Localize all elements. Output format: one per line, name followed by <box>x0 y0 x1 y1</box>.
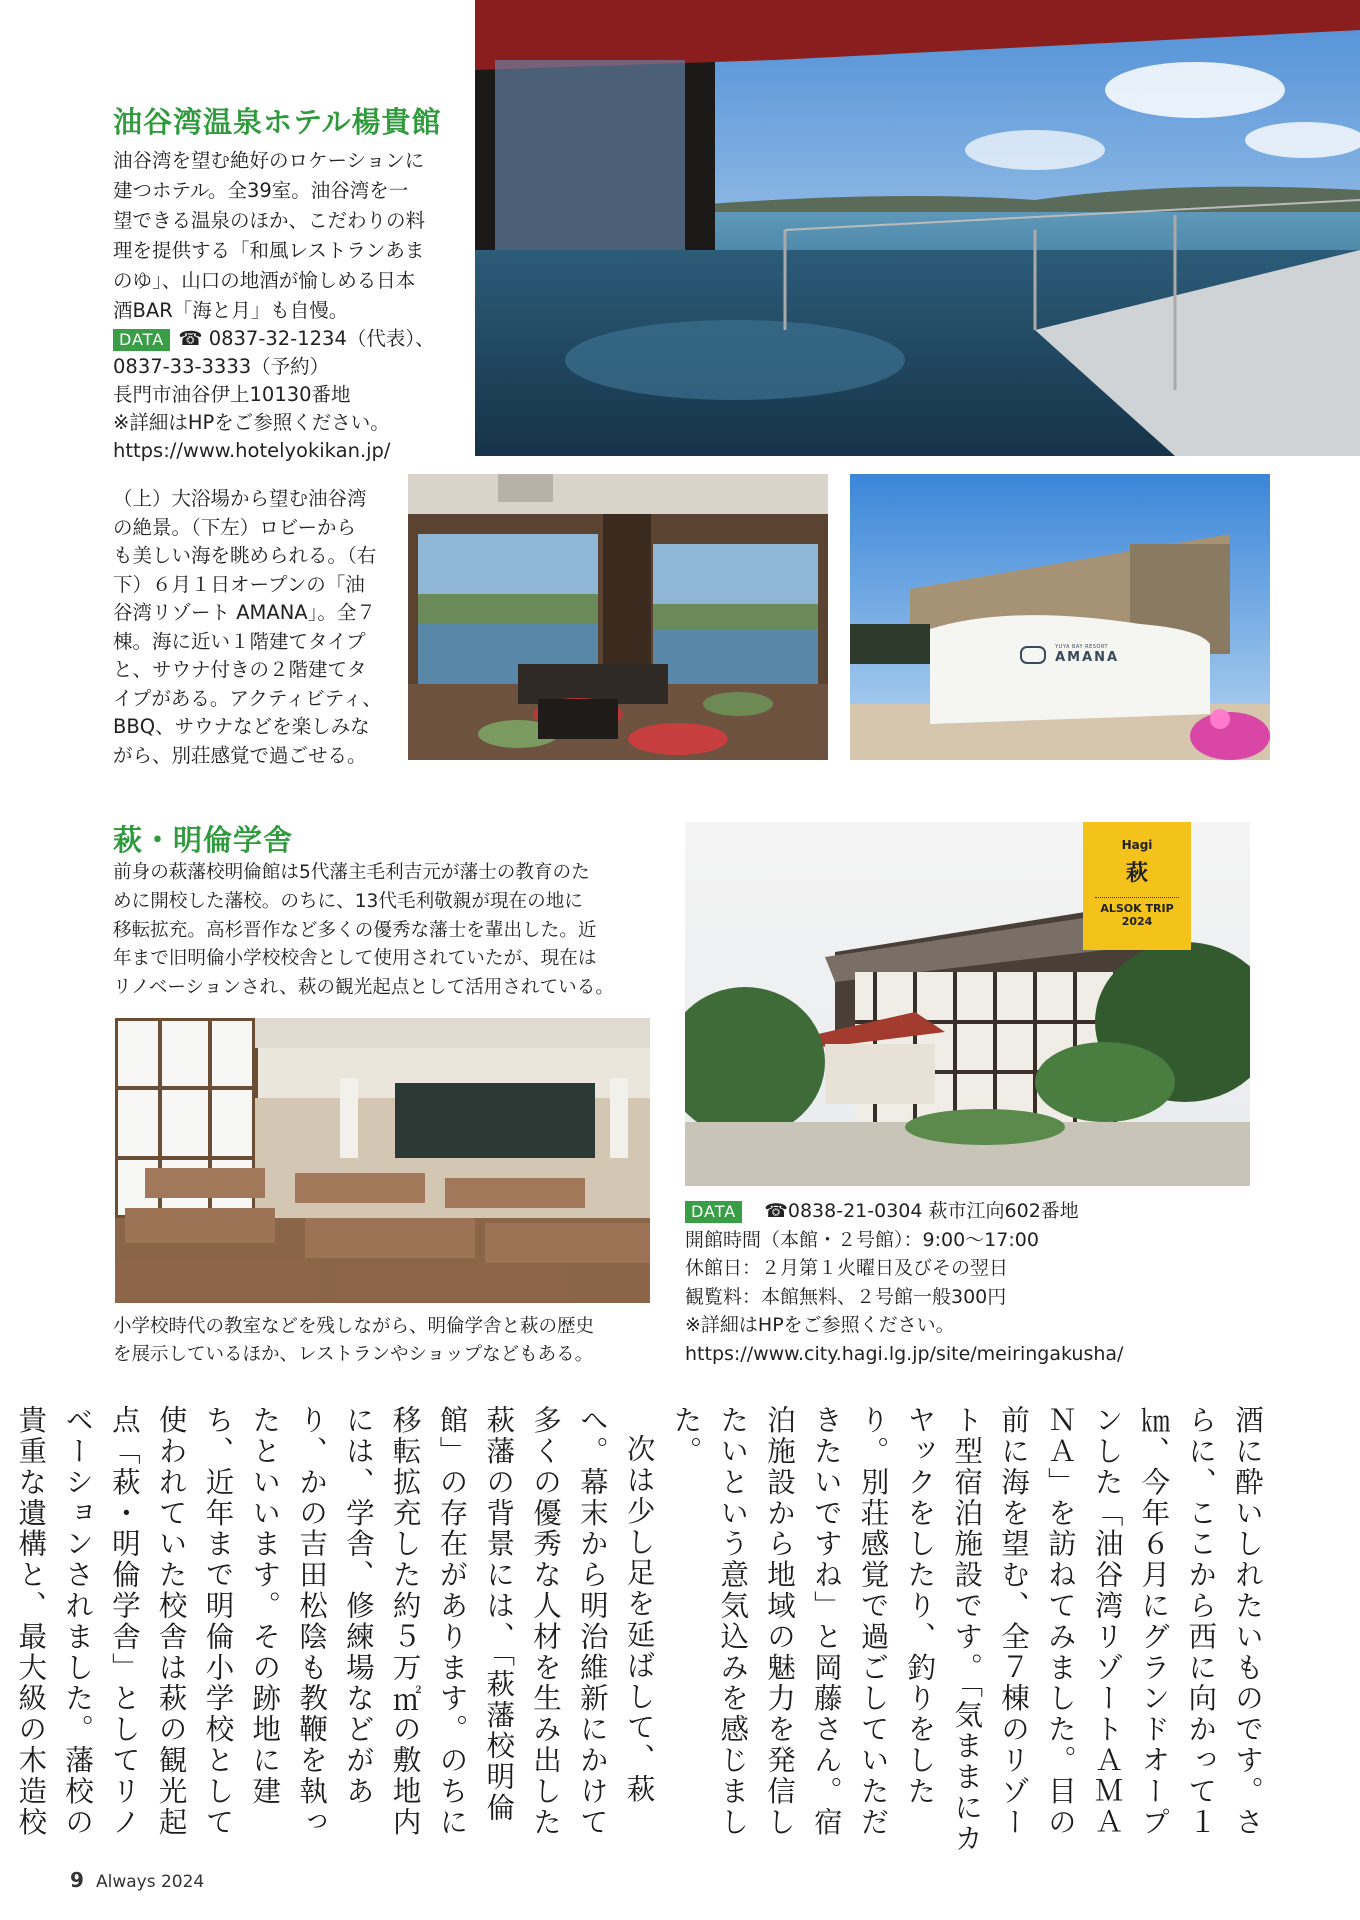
hotel-url[interactable]: https://www.hotelyokikan.jp/ <box>113 439 391 462</box>
hotel-description: 油谷湾を望む絶好のロケーションに 建つホテル。全39室。油谷湾を一 望できる温泉のほか、こだわりの料 理を提供する「和風レストランあま のゆ」、山口の地酒が愉しめる日本 酒BAR「海と月」も自慢。 <box>113 149 426 322</box>
data-badge: DATA <box>113 329 170 351</box>
article-paragraph: 次は少し足を延ばして、萩へ。幕末から明治維新にかけて多くの優秀な人材を生み出した萩藩の背景には、「萩藩校明倫館」の存在があります。のちに移転拡充した約５万㎡の敷地内には、学舎、修練場などがあり、かの吉田松陰も教鞭を執ったといいます。その跡地に建ち、近年まで明倫小学校として使われていた校舎は萩の観光起点「萩・明倫学舎」としてリノベーションされました。藩校の貴重な遺構と、最大級の木造校 <box>14 1405 656 1838</box>
amana-sign: YUYA BAY RESORT AMANA <box>1020 644 1130 665</box>
page-footer <box>70 1868 204 1892</box>
meirin-url[interactable]: https://www.city.hagi.lg.jp/site/meiringakusha/ <box>685 1342 1124 1365</box>
hotel-phone: ☎ 0837-32-1234（代表）、 <box>178 327 435 350</box>
photo-caption: （上）大浴場から望む油谷湾 の絶景。（下左）ロビーから も美しい海を眺められる。（右 下）６月１日オープンの「油 谷湾リゾート AMANA」。全７ 棟。海に近い１階建てタイプ と、サウナ付きの２階建てタ イプがある。アクティビティ、 BBQ、サウナなどを楽しみな がら、別荘感覚で過ごせる。 <box>113 487 382 767</box>
classroom-photo <box>115 1018 650 1303</box>
meirin-data: DATA ☎0838-21-0304 萩市江向602番地 開館時間（本館・２号館）：9:00～17:00 休館日：２月第１火曜日及びその翌日 観覧料：本館無料、２号館一般300円 ※詳細はHPをご参照ください。 https://www.city.hagi.lg.jp/site/meiringakusha/ <box>685 1197 1325 1368</box>
page-number: 9 <box>70 1868 84 1892</box>
lobby-photo <box>408 474 828 760</box>
article-paragraph: 酒に酔いしれたいものです。さらに、ここから西に向かって１㎞、今年６月にグランドオープンした「油谷湾リゾートＡＭＡＮＡ」を訪ねてみました。目の前に海を望む、全７棟のリゾート型宿泊施設です。「気ままにカヤックをしたり、釣りをしたり。別荘感覚で過ごしていただきたいですね」と岡藤さん。宿泊施設から地域の魅力を発信したいという意気込みを感じました。 <box>669 1405 1264 1855</box>
article-body <box>14 1405 1270 1865</box>
magazine-name: Always 2024 <box>95 1872 205 1892</box>
meirin-phone-address: ☎0838-21-0304 萩市江向602番地 <box>764 1200 1079 1222</box>
amana-resort-photo <box>850 474 1270 760</box>
onsen-bath-photo <box>475 0 1360 456</box>
data-badge: DATA <box>685 1201 742 1223</box>
meirin-title: 萩・明倫学舎 <box>113 823 294 857</box>
amana-logo-icon <box>1020 646 1046 664</box>
hotel-title: 油谷湾温泉ホテル楊貴館 <box>113 105 442 139</box>
alsok-trip-tag: Hagi 萩 ALSOK TRIP 2024 <box>1083 822 1191 950</box>
meirin-description: 前身の萩藩校明倫館は5代藩主毛利吉元が藩士の教育のた めに開校した藩校。のちに、13代毛利敬親が現在の地に 移転拡充。高杉晋作など多くの優秀な藩士を輩出した。近 年まで旧明倫小学校校舎として使用されていたが、現在は リノベーションされ、萩の観光起点として活用されている。 <box>113 862 614 999</box>
classroom-caption: 小学校時代の教室などを残しながら、明倫学舎と萩の歴史 を展示しているほか、レストランやショップなどもある。 <box>113 1316 595 1365</box>
hotel-data: DATA ☎ 0837-32-1234（代表）、 0837-33-3333（予約） 長門市油谷伊上10130番地 ※詳細はHPをご参照ください。 https://www.hotelyokikan.jp/ <box>113 325 473 465</box>
